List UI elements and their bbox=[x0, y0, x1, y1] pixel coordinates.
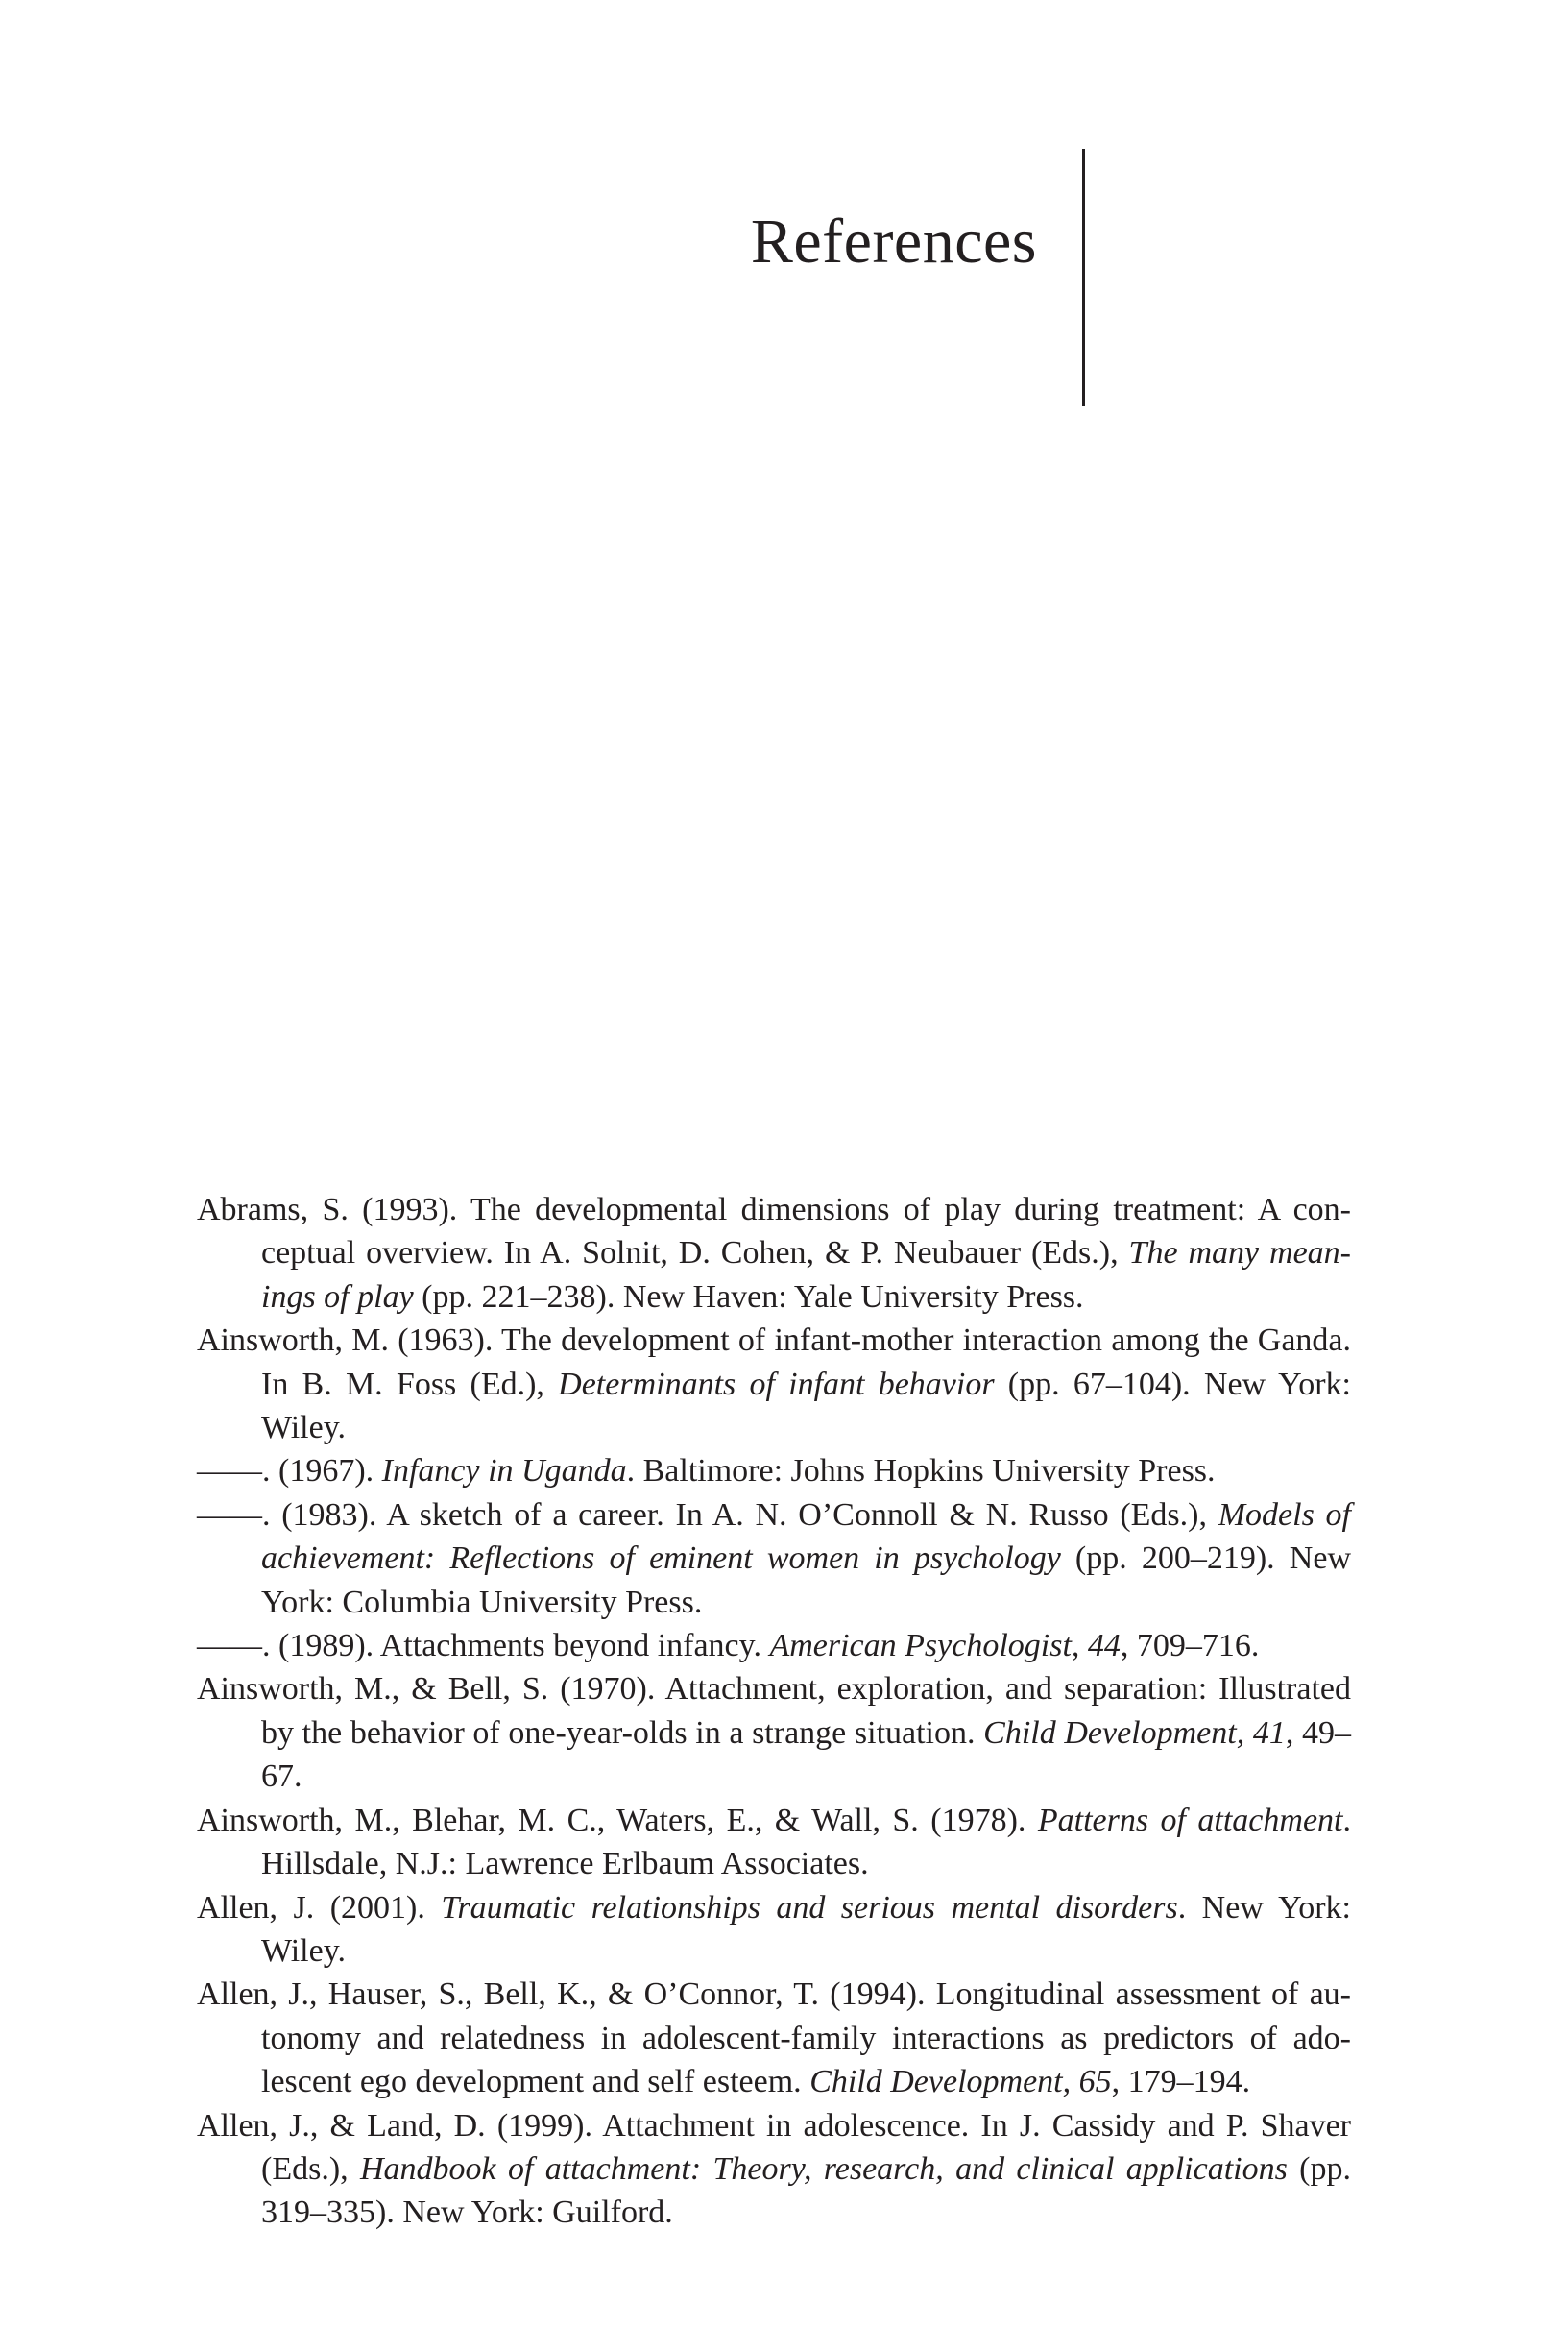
reference-text: . Baltimore: Johns Hopkins University Press. bbox=[626, 1453, 1216, 1490]
reference-entry bbox=[197, 1493, 1351, 1624]
reference-text: ——. (1967). bbox=[197, 1453, 382, 1490]
reference-text: Ainsworth, M., & Bell, S. (1970). Attachment, exploration, and separation: Illustrated by the behavior of one-year-olds in a strange situation. bbox=[197, 1671, 1351, 1751]
reference-title: Child Development, 65 bbox=[809, 2064, 1112, 2100]
reference-title: American Psychologist, 44 bbox=[769, 1628, 1121, 1664]
reference-title: Handbook of attachment: Theory, research, and clinical applications bbox=[360, 2150, 1288, 2187]
reference-text: Abrams, S. (1993). The developmental dimensions of play during treatment: A conceptual overview. In A. Solnit, D. Cohen, & P. Neubauer (Eds.), bbox=[197, 1192, 1351, 1272]
reference-title: Infancy in Uganda bbox=[381, 1453, 627, 1490]
reference-text: (pp. 319–335). New York: Guilford. bbox=[261, 2150, 1352, 2231]
reference-title: Traumatic relationships and serious mental disorders bbox=[441, 1889, 1178, 1926]
reference-text: (pp. 221–238). New Haven: Yale University Press. bbox=[413, 1278, 1084, 1315]
reference-text: , 709–716. bbox=[1120, 1628, 1260, 1664]
reference-text: Ainsworth, M., Blehar, M. C., Waters, E., & Wall, S. (1978). bbox=[197, 1802, 1038, 1838]
reference-text: Allen, J., Hauser, S., Bell, K., & O’Connor, T. (1994). Longitudinal assessment of autonomy and relatedness in adolescent-family interactions as predictors of adolescent ego development and self esteem. bbox=[197, 1976, 1351, 2100]
reference-entry bbox=[197, 1319, 1351, 1449]
reference-entry bbox=[197, 1449, 1351, 1492]
reference-text: , 49–67. bbox=[261, 1714, 1351, 1795]
reference-text: (pp. 200–219). New York: Columbia University Press. bbox=[261, 1540, 1351, 1620]
reference-text: ——. (1983). A sketch of a career. In A. N. O’Connoll & N. Russo (Eds.), bbox=[197, 1496, 1218, 1533]
reference-entry bbox=[197, 2104, 1351, 2235]
reference-text: . New York: Wiley. bbox=[261, 1889, 1351, 1969]
reference-title: Determinants of infant behavior bbox=[558, 1366, 995, 1402]
reference-title: Models of achievement: Reflections of eminent women in psychology bbox=[261, 1496, 1351, 1577]
reference-title: Child Development, 41 bbox=[983, 1714, 1286, 1751]
reference-text: Ainsworth, M. (1963). The development of infant-mother interaction among the Ganda. In B. M. Foss (Ed.), bbox=[197, 1322, 1351, 1402]
reference-text: Allen, J. (2001). bbox=[197, 1889, 442, 1926]
reference-text: (pp. 67–104). New York: Wiley. bbox=[261, 1366, 1351, 1446]
reference-title: The many meanings of play bbox=[261, 1235, 1351, 1315]
reference-entry bbox=[197, 1973, 1351, 2103]
reference-list bbox=[197, 1188, 1351, 2235]
reference-text: , 179–194. bbox=[1111, 2064, 1251, 2100]
reference-text: . Hillsdale, N.J.: Lawrence Erlbaum Associates. bbox=[261, 1802, 1351, 1882]
reference-text: ——. (1989). Attachments beyond infancy. bbox=[197, 1628, 770, 1664]
reference-entry bbox=[197, 1188, 1351, 1319]
reference-text: Allen, J., & Land, D. (1999). Attachment in adolescence. In J. Cassidy and P. Shaver (Eds.), bbox=[197, 2107, 1351, 2187]
reference-entry bbox=[197, 1799, 1351, 1886]
chapter-title: References bbox=[750, 206, 1037, 277]
reference-entry bbox=[197, 1667, 1351, 1798]
reference-entry bbox=[197, 1624, 1351, 1667]
title-vertical-rule bbox=[1082, 149, 1085, 406]
reference-entry bbox=[197, 1886, 1351, 1974]
reference-title: Patterns of attachment bbox=[1037, 1802, 1343, 1838]
